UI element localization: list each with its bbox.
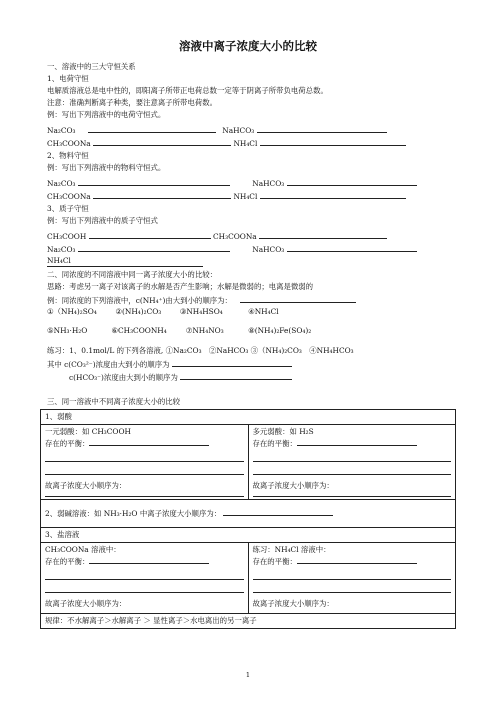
salt-list-row-1 <box>47 307 279 317</box>
cell-ch3coona <box>41 543 249 614</box>
cell-title: 练习：NH₄Cl 溶液中： <box>252 545 331 554</box>
formula: NaHCO₃ <box>222 126 255 135</box>
row-text: 2、弱碱溶液：如 NH₃·H₂O 中离子浓度大小顺序为： <box>45 509 222 518</box>
answer-blank[interactable] <box>78 243 230 252</box>
material-ch3coona-line <box>47 190 406 202</box>
question-text: 其中 c(CO₃²⁻)浓度由大到小的顺序为 <box>47 360 170 369</box>
cell-title: 多元弱酸：如 H₂S <box>252 427 314 436</box>
answer-blank[interactable] <box>287 177 417 186</box>
equilibrium-label: 存在的平衡： <box>253 437 452 449</box>
equilibrium-label: 存在的平衡： <box>45 437 244 449</box>
formula: NH₄Cl <box>233 192 258 201</box>
proton-heading: 3、质子守恒 <box>47 204 89 213</box>
formula: Na₂CO₃ <box>47 179 76 188</box>
order-label: 故离子浓度大小顺序为： <box>45 481 127 490</box>
salt-item: ⑦NH₄NO₃ <box>185 326 224 335</box>
equilibrium-label: 存在的平衡： <box>45 555 244 567</box>
practice-line: 练习：1、0.1mol/L 的下列各溶液, ①Na₂CO₃ ②NaHCO₃ ③（NH₄)₂CO₃ ④NH₄HCO₃ <box>47 346 354 355</box>
comparison-table <box>40 409 456 629</box>
answer-blank[interactable] <box>45 581 244 593</box>
proton-na2co3-line <box>47 243 417 255</box>
answer-blank[interactable] <box>78 177 230 186</box>
page-title: 溶液中离子浓度大小的比较 <box>179 39 317 53</box>
salt-item: ④NH₄Cl <box>248 307 279 316</box>
proton-example: 例：写出下列溶液中的质子守恒式 <box>47 216 158 225</box>
charge-ch3coona-line <box>47 137 406 149</box>
charge-example: 例：写出下列溶液中的电荷守恒式。 <box>47 110 166 119</box>
salt-item: ①（NH₄)₂SO₄ <box>47 307 97 316</box>
formula: NaHCO₃ <box>252 245 285 254</box>
salt-item: ②(NH₄)₂CO₃ <box>115 307 162 316</box>
answer-blank[interactable] <box>257 124 387 133</box>
question-text: c(HCO₃⁻)浓度由大到小的顺序为 <box>69 373 178 382</box>
charge-na2co3-line <box>47 124 387 136</box>
section-2-heading: 二、同浓度的不同溶液中同一离子浓度大小的比较： <box>47 270 217 279</box>
answer-blank[interactable] <box>240 294 356 303</box>
salt-item: ⑥CH₃COONH₄ <box>111 326 167 335</box>
row-weak-base <box>41 500 456 528</box>
example-text: 例：同浓度的下列溶液中，c(NH₄⁺)由大到小的顺序为： <box>47 296 232 305</box>
salt-list-row-2 <box>47 326 311 336</box>
cell-title: 一元弱酸：如 CH₃COOH <box>45 427 131 436</box>
answer-blank[interactable] <box>287 243 417 252</box>
answer-blank[interactable] <box>253 568 452 580</box>
answer-blank[interactable] <box>45 568 244 580</box>
equilibrium-label: 存在的平衡： <box>253 555 452 567</box>
answer-blank[interactable] <box>93 190 231 199</box>
section-2-example <box>47 294 356 306</box>
row-salt: 3、盐溶液 <box>41 528 456 543</box>
cell-monoprotic-acid <box>41 425 249 500</box>
salt-item: ⑤NH₃·H₂O <box>47 326 88 335</box>
formula: NH₄Cl <box>233 139 258 148</box>
formula: NaHCO₃ <box>252 179 285 188</box>
answer-blank[interactable] <box>253 492 452 497</box>
practice-q1 <box>47 358 292 370</box>
formula: CH₃COONa <box>213 232 257 241</box>
answer-blank[interactable] <box>180 371 292 380</box>
formula: NH₄Cl <box>47 256 71 265</box>
formula: CH₃COONa <box>47 192 91 201</box>
section-1-heading: 一、溶液中的三大守恒关系 <box>47 62 136 71</box>
answer-blank[interactable] <box>253 450 452 462</box>
answer-blank[interactable] <box>223 507 333 516</box>
answer-blank[interactable] <box>89 230 211 239</box>
answer-blank[interactable] <box>253 463 452 475</box>
answer-blank[interactable] <box>260 137 406 146</box>
answer-blank[interactable] <box>45 463 244 475</box>
row-weak-acid: 1、弱酸 <box>41 410 456 425</box>
cell-title: CH₃COONa 溶液中： <box>45 545 121 554</box>
section-2-idea: 思路：考虑另一离子对该离子的水解是否产生影响；水解是微弱的；电离是微弱的 <box>47 282 314 291</box>
answer-blank[interactable] <box>88 124 216 133</box>
charge-note: 注意：准确判断离子种类，要注意离子所带电荷数。 <box>47 98 217 107</box>
material-na2co3-line <box>47 177 417 189</box>
order-label: 故离子浓度大小顺序为： <box>252 599 334 608</box>
order-label: 故离子浓度大小顺序为： <box>45 599 127 608</box>
charge-heading: 1、电荷守恒 <box>47 74 89 83</box>
answer-blank[interactable] <box>260 190 406 199</box>
row-rule: 规律：不水解离子＞水解离子 ＞ 显性离子＞水电离出的另一离子 <box>41 614 456 629</box>
formula: CH₃COOH <box>47 232 87 241</box>
answer-blank[interactable] <box>93 137 231 146</box>
charge-description: 电解质溶液总是电中性的，即阳离子所带正电荷总数一定等于阴离子所带负电荷总数。 <box>47 86 328 95</box>
formula: CH₃COONa <box>47 139 91 148</box>
formula: Na₂CO₃ <box>47 245 76 254</box>
answer-blank[interactable] <box>45 492 244 497</box>
salt-item: ⑧(NH₄)₂Fe(SO₄)₂ <box>248 326 312 335</box>
material-example: 例：写出下列溶液中的物料守恒式。 <box>47 163 166 172</box>
practice-q2 <box>69 371 292 383</box>
proton-ch3cooh-line <box>47 230 387 242</box>
answer-blank[interactable] <box>47 266 203 267</box>
answer-blank[interactable] <box>172 358 292 367</box>
answer-blank[interactable] <box>253 581 452 593</box>
salt-item: ③NH₄HSO₄ <box>179 307 223 316</box>
cell-polyprotic-acid <box>248 425 456 500</box>
answer-blank[interactable] <box>45 450 244 462</box>
section-3-heading: 三、同一溶液中不同离子浓度大小的比较 <box>47 397 181 406</box>
material-heading: 2、物料守恒 <box>47 151 89 160</box>
answer-blank[interactable] <box>259 230 387 239</box>
order-label: 故离子浓度大小顺序为： <box>252 481 334 490</box>
page-number: 1 <box>245 671 251 679</box>
formula: Na₂CO₃ <box>47 126 76 135</box>
cell-nh4cl <box>248 543 456 614</box>
proton-nh4cl-line <box>47 256 71 266</box>
